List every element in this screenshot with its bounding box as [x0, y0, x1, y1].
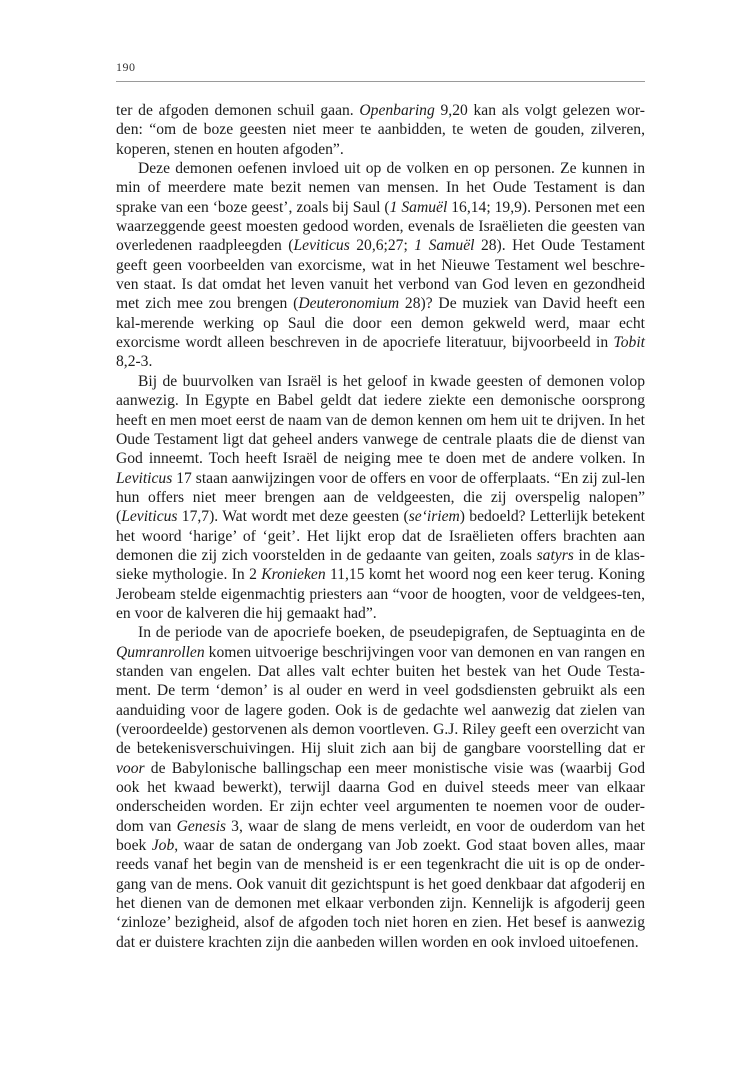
text-run: 28). Het Oude Testament geeft geen voorbeelden van exorcisme, wat in het Nieuwe Testament wel beschre-ven staat. Is dat omdat het leven vanuit het verbond van God leven en gezondheid met zich mee zou brengen ( [116, 237, 645, 313]
italic-reference: satyrs [536, 546, 574, 564]
text-run: 9,20 kan als volgt gelezen wor-den: “om de boze geesten niet meer te aanbidden, te weten de gouden, zilveren, koperen, stenen en houten afgoden”. [116, 102, 645, 158]
text-run: komen uitvoerige beschrijvingen voor van demonen en van rangen en standen van engelen. Dat alles valt echter buiten het bestek van het Oude Testa-ment. De term ‘demon’ is al ouder en werd in veel godsdiensten gebruikt als een aanduiding voor de lagere goden. Ook is de gedachte wel aanwezig dat zielen van (veroordeelde) gestorvenen als demon voortleven. G.J. Riley geeft een overzicht van de betekenisverschuivingen. Hij sluit zich aan bij de gangbare voorstelling dat er [116, 643, 645, 758]
paragraph [116, 101, 645, 159]
text-run: In de periode van de apocriefe boeken, de pseudepigrafen, de Septuaginta en de [138, 624, 645, 642]
italic-reference: Deuteronomium [298, 295, 400, 313]
text-run: ) bedoeld? Letterlijk betekent het woord ‘harige’ of ‘geit’. Het lijkt erop dat de Israëlieten offers brachten aan demonen die zij zich voorstelden in de gedaante van geiten, zoals [116, 508, 645, 564]
text-run: ter de afgoden demonen schuil gaan. [116, 102, 360, 119]
text-run: Bij de buurvolken van Israël is het geloof in kwade geesten of demonen volop aanwezig. In Egypte en Babel geldt dat iedere ziekte een demonische oorsprong heeft en men moet eerst de naam van de demon kennen om hem uit te drijven. In het Oude Testament ligt dat geheel anders vanwege de centrale plaats die de dienst van God inneemt. Toch heeft Israël de neiging mee te doen met de andere volken. In [116, 372, 645, 468]
text-run: Deze demonen oefenen invloed uit op de volken en op personen. Ze kunnen in min of meerdere mate bezit nemen van mensen. In het Oude Testament is dan sprake van een ‘boze geest’, zoals bij Saul ( [116, 160, 645, 216]
text-run: 16,14; 19,9). Personen met een waarzeggende geest moesten gedood worden, evenals de Israëlieten die geesten van overledenen raadpleegden ( [116, 198, 646, 255]
italic-reference: 1 Samuël [389, 198, 448, 216]
paragraph [116, 623, 645, 952]
text-run: in de klas-sieke mythologie. In 2 [116, 546, 645, 584]
page-number: 190 [116, 60, 136, 74]
text-run: , waar de satan de ondergang van Job zoekt. God staat boven alles, maar reeds vanaf het begin van de mensheid is er een tegenkracht die uit is op de onder-gang van de mens. Ook vanuit dit gezichtspunt is het goed denkbaar dat afgoderij en het dienen van de demonen met elkaar verbonden zijn. Kennelijk is afgoderij geen ‘zinloze’ bezigheid, alsof de afgoden toch niet horen en zien. Het besef is aanwezig dat er duistere krachten zijn die aanbeden willen worden en ook invloed uitoefenen. [116, 837, 645, 951]
text-run: de Babylonische ballingschap een meer monistische visie was (waarbij God ook het kwaad bewerkt), terwijl daarna God en duivel steeds meer van elkaar onderscheiden worden. Er zijn echter veel argumenten te noemen voor de ouder-dom van [116, 759, 645, 835]
italic-reference: Job [151, 837, 175, 855]
italic-reference: Qumranrollen [116, 643, 205, 661]
italic-reference: Leviticus [121, 508, 178, 526]
text-run: 17 staan aanwijzingen voor de offers en voor de offerplaats. “En zij zul-len hun offers niet meer brengen aan de veldgeesten, die zij overspelig nalopen” ( [116, 469, 645, 526]
paragraph [116, 159, 645, 372]
text-run: 28)? De muziek van David heeft een kal-merende werking op Saul die door een demon gekweld werd, maar echt exorcisme wordt alleen beschreven in de apocriefe literatuur, bijvoorbeeld in [116, 295, 645, 352]
italic-reference: se‘iriem [408, 508, 460, 526]
italic-reference: Leviticus [293, 237, 350, 255]
italic-reference: 1 Samuël [414, 237, 475, 255]
italic-reference: Tobit [613, 334, 645, 352]
text-run: 3, waar de slang de mens verleidt, en voor de ouderdom van het boek [116, 817, 645, 855]
italic-reference: Kronieken [261, 566, 326, 584]
body-text [116, 101, 645, 952]
header-rule [116, 81, 645, 82]
italic-reference: Leviticus [116, 469, 173, 487]
italic-reference: Genesis [176, 817, 226, 835]
italic-reference: voor [116, 759, 145, 777]
text-run: 17,7). Wat wordt met deze geesten ( [177, 508, 409, 526]
text-run: 8,2-3. [116, 353, 153, 371]
text-run: 11,15 komt het woord nog een keer terug. Koning Jerobeam stelde eigenmachtig priesters aan “voor de hoogten, voor de veldgees-ten, en voor de kalveren die hij gemaakt had”. [116, 566, 645, 622]
italic-reference: Openbaring [359, 102, 435, 119]
text-run: 20,6;27; [349, 237, 415, 255]
paragraph [116, 372, 645, 623]
